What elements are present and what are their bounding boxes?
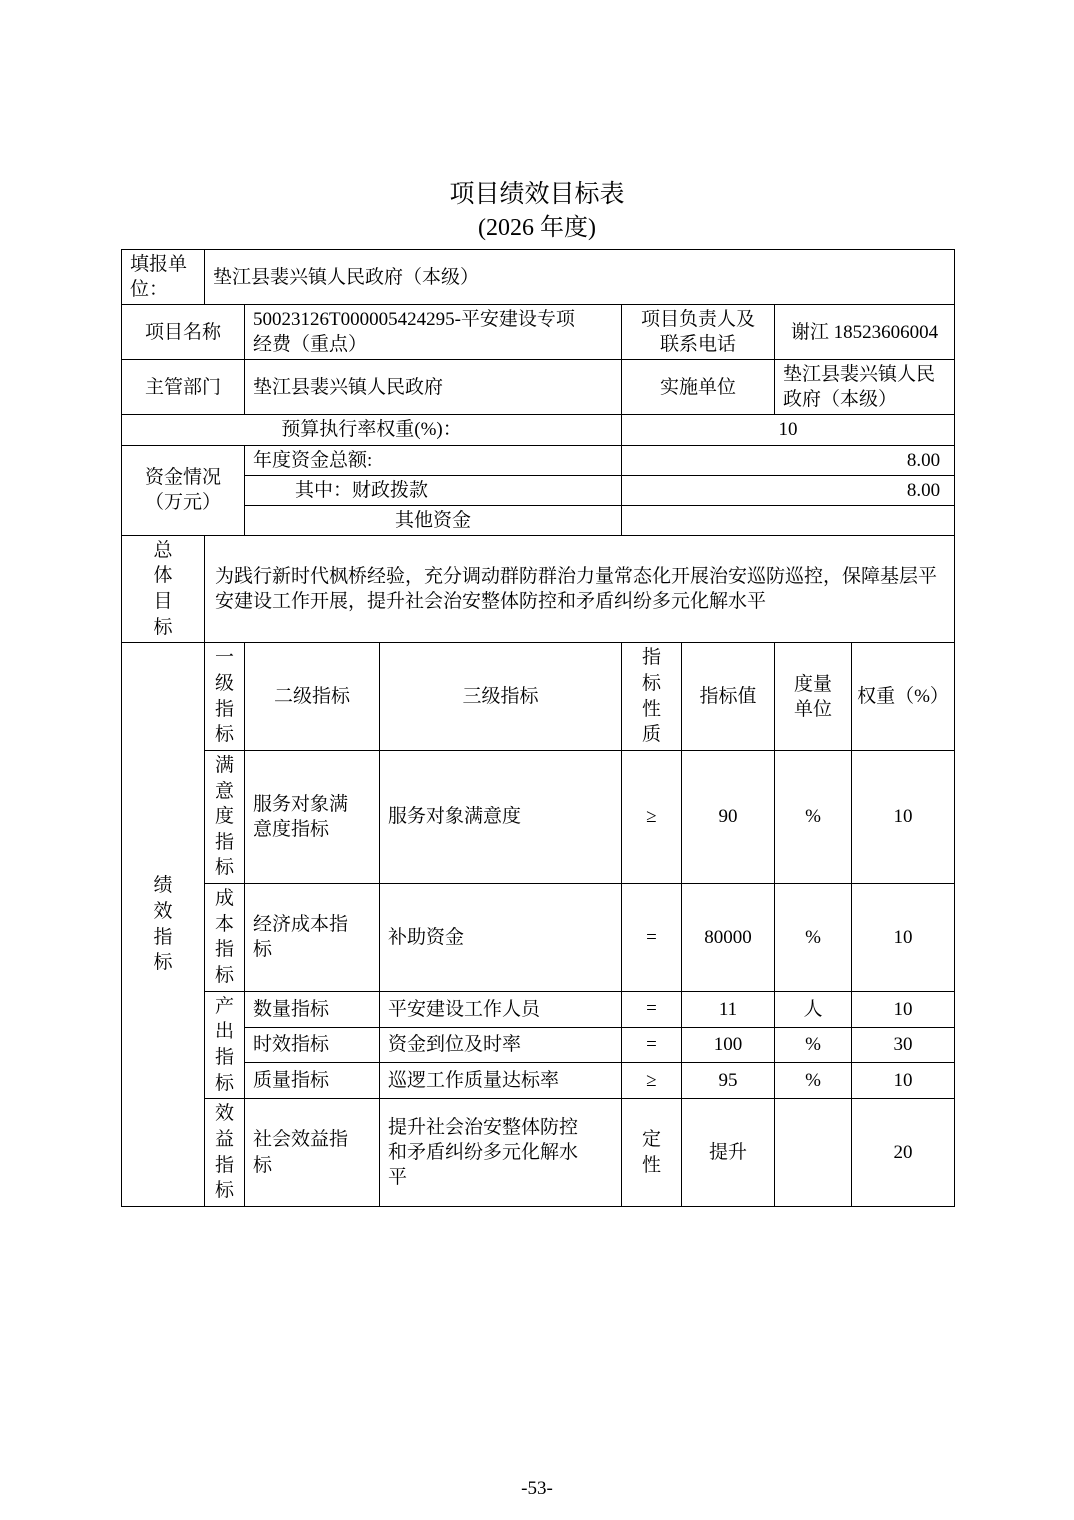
row-funds-fiscal	[122, 475, 955, 505]
nature-cell	[622, 1027, 682, 1063]
nature-value: =	[646, 926, 657, 948]
nature-value: ≥	[646, 806, 657, 828]
value-cell: 提升	[682, 1099, 775, 1207]
weight-cell: 30	[852, 1027, 955, 1063]
indicator-row	[122, 1063, 955, 1099]
level3-cell: 资金到位及时率	[380, 1027, 622, 1063]
value-cell: 95	[682, 1063, 775, 1099]
project-name-label: 项目名称	[122, 305, 245, 360]
weight-cell: 10	[852, 884, 955, 992]
indicator-row	[122, 991, 955, 1027]
funds-other-label: 其他资金	[245, 505, 622, 535]
level1-cell	[205, 991, 245, 1099]
level1-cell	[205, 884, 245, 992]
project-name-value: 50023126T000005424295-平安建设专项经费（重点）	[245, 305, 622, 360]
overall-goal-text: 为践行新时代枫桥经验，充分调动群防群治力量常态化开展治安巡防巡控，保障基层平安建设工作开展，提升社会治安整体防控和矛盾纠纷多元化解水平	[205, 535, 955, 643]
funds-other-value	[622, 505, 955, 535]
document-subtitle: (2026 年度)	[478, 215, 596, 241]
unit-cell	[775, 1099, 852, 1207]
unit-cell: %	[775, 1027, 852, 1063]
funds-fiscal-label: 其中：财政拨款	[245, 475, 622, 505]
nature-cell	[622, 1099, 682, 1207]
leader-label: 项目负责人及联系电话	[622, 305, 775, 360]
header-level1: 一级指标	[214, 647, 234, 746]
header-weight: 权重（%）	[852, 643, 955, 751]
value-cell: 90	[682, 750, 775, 883]
row-fill-unit	[122, 250, 955, 305]
impl-unit-value: 垫江县裴兴镇人民政府（本级）	[775, 360, 955, 415]
weight-cell: 10	[852, 991, 955, 1027]
row-overall-goal	[122, 535, 955, 643]
nature-cell	[622, 750, 682, 883]
nature-value: =	[646, 998, 657, 1020]
performance-target-table	[121, 249, 955, 1207]
header-level2: 二级指标	[245, 643, 380, 751]
level1-label: 满意度指标	[214, 754, 234, 879]
level2-cell: 经济成本指标	[245, 884, 380, 992]
indicator-row	[122, 1099, 955, 1207]
header-unit: 度量单位	[775, 643, 852, 751]
indicator-row	[122, 750, 955, 883]
value-cell: 11	[682, 991, 775, 1027]
budget-exec-weight-label: 预算执行率权重(%)：	[122, 415, 622, 445]
performance-section-label-cell	[122, 643, 205, 1206]
header-nature: 指标性质	[641, 647, 661, 746]
unit-cell: %	[775, 884, 852, 992]
row-funds-total	[122, 445, 955, 475]
level2-cell: 数量指标	[245, 991, 380, 1027]
fill-unit-label: 填报单位：	[122, 250, 205, 305]
indicator-row	[122, 884, 955, 992]
document-title: 项目绩效目标表	[449, 181, 625, 208]
header-value: 指标值	[682, 643, 775, 751]
level1-label: 效益指标	[214, 1103, 234, 1202]
level1-cell	[205, 750, 245, 883]
indicator-row	[122, 1027, 955, 1063]
nature-cell	[622, 884, 682, 992]
nature-cell	[622, 991, 682, 1027]
funds-total-label: 年度资金总额:	[245, 445, 622, 475]
nature-value: 定性	[641, 1128, 661, 1176]
overall-goal-label: 总体目标	[153, 539, 173, 638]
funds-section-label: 资金情况（万元）	[122, 445, 245, 535]
header-nature-cell	[622, 643, 682, 751]
level2-cell: 服务对象满意度指标	[245, 750, 380, 883]
title-block	[0, 0, 1074, 243]
level1-cell	[205, 1099, 245, 1207]
weight-cell: 10	[852, 750, 955, 883]
row-funds-other	[122, 505, 955, 535]
level2-cell: 社会效益指标	[245, 1099, 380, 1207]
nature-value: =	[646, 1034, 657, 1056]
overall-goal-label-cell	[122, 535, 205, 643]
level3-cell: 补助资金	[380, 884, 622, 992]
weight-cell: 10	[852, 1063, 955, 1099]
row-budget-exec-weight	[122, 415, 955, 445]
level2-cell: 质量指标	[245, 1063, 380, 1099]
value-cell: 80000	[682, 884, 775, 992]
leader-value: 谢江 18523606004	[775, 305, 955, 360]
fill-unit-value: 垫江县裴兴镇人民政府（本级）	[205, 250, 955, 305]
header-level1-cell	[205, 643, 245, 751]
header-level3: 三级指标	[380, 643, 622, 751]
funds-fiscal-value: 8.00	[622, 475, 955, 505]
unit-cell: %	[775, 1063, 852, 1099]
value-cell: 100	[682, 1027, 775, 1063]
unit-cell: 人	[775, 991, 852, 1027]
budget-exec-weight-value: 10	[622, 415, 955, 445]
performance-section-label: 绩效指标	[153, 875, 173, 974]
row-dept	[122, 360, 955, 415]
nature-value: ≥	[646, 1069, 657, 1091]
level3-cell: 平安建设工作人员	[380, 991, 622, 1027]
level3-cell: 服务对象满意度	[380, 750, 622, 883]
page-number: -53-	[521, 1478, 553, 1499]
level3-cell: 提升社会治安整体防控和矛盾纠纷多元化解水平	[380, 1099, 622, 1207]
row-indicator-header	[122, 643, 955, 751]
impl-unit-label: 实施单位	[622, 360, 775, 415]
level1-label: 产出指标	[214, 995, 234, 1094]
level3-cell: 巡逻工作质量达标率	[380, 1063, 622, 1099]
unit-cell: %	[775, 750, 852, 883]
level2-cell: 时效指标	[245, 1027, 380, 1063]
row-project-name	[122, 305, 955, 360]
nature-cell	[622, 1063, 682, 1099]
funds-total-value: 8.00	[622, 445, 955, 475]
weight-cell: 20	[852, 1099, 955, 1207]
dept-value: 垫江县裴兴镇人民政府	[245, 360, 622, 415]
level1-label: 成本指标	[214, 888, 234, 987]
dept-label: 主管部门	[122, 360, 245, 415]
